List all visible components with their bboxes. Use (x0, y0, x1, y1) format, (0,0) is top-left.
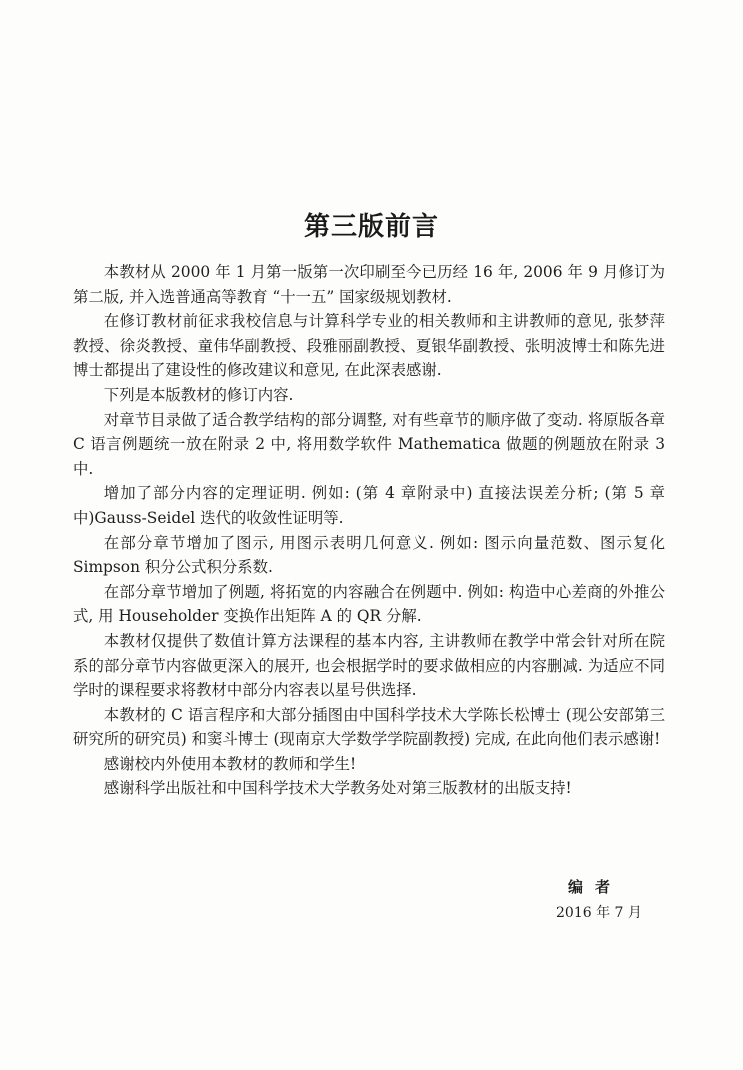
paragraph-revision-intro: 下列是本版教材的修订内容. (103, 385, 294, 404)
signature-date: 2016 年 7 月 (556, 905, 642, 921)
paragraph-acknowledgement-colleagues: 在修订教材前征求我校信息与计算科学专业的相关教师和主讲教师的意见, 张梦萍教授、徐炎教授、童伟华副教授、段雅丽副教授、夏银华副教授、张明波博士和陈先进博士都提出了建设性的修改建议和意见, 在此深表感谢. (73, 312, 665, 380)
paragraph-revision-figures: 在部分章节增加了图示, 用图示表明几何意义. 例如: 图示向量范数、图示复化 Simpson 积分公式积分系数. (73, 533, 665, 577)
paragraph-acknowledgement-programs: 本教材的 C 语言程序和大部分插图由中国科学技术大学陈长松博士 (现公安部第三研究所的研究员) 和窦斗博士 (现南京大学数学学院副教授) 完成, 在此向他们表示感谢! (73, 705, 665, 749)
page-title: 第三版前言 (303, 212, 439, 242)
paragraph-course-content: 本教材仅提供了数值计算方法课程的基本内容, 主讲教师在教学中常会针对所在院系的部分章节内容做更深入的展开, 也会根据学时的要求做相应的内容删减. 为适应不同学时的课程要求将教材中部分内容表以星号供选择. (73, 631, 665, 700)
paragraph-thanks-publisher: 感谢科学出版社和中国科学技术大学教务处对第三版教材的出版支持! (103, 779, 572, 798)
paragraph-revision-examples: 在部分章节增加了例题, 将拓宽的内容融合在例题中. 例如: 构造中心差商的外推公式, 用 Householder 变换作出矩阵 A 的 QR 分解. (73, 582, 665, 626)
paragraph-revision-proofs: 增加了部分内容的定理证明. 例如: (第 4 章附录中) 直接法误差分析; (第 5 章中)Gauss-Seidel 迭代的收敛性证明等. (73, 484, 665, 527)
paragraph-revision-structure: 对章节目录做了适合教学结构的部分调整, 对有些章节的顺序做了变动. 将原版各章 C 语言例题统一放在附录 2 中, 将用数学软件 Mathematica 做题的例题放在附录 3 中. (73, 410, 665, 478)
preface-body (73, 260, 665, 801)
paragraph-thanks-users: 感谢校内外使用本教材的教师和学生! (103, 754, 357, 773)
signature-author: 编者 (568, 878, 623, 896)
paragraph-history: 本教材从 2000 年 1 月第一版第一次印刷至今已历经 16 年, 2006 年 9 月修订为第二版, 并入选普通高等教育 “十一五” 国家级规划教材. (73, 263, 665, 306)
